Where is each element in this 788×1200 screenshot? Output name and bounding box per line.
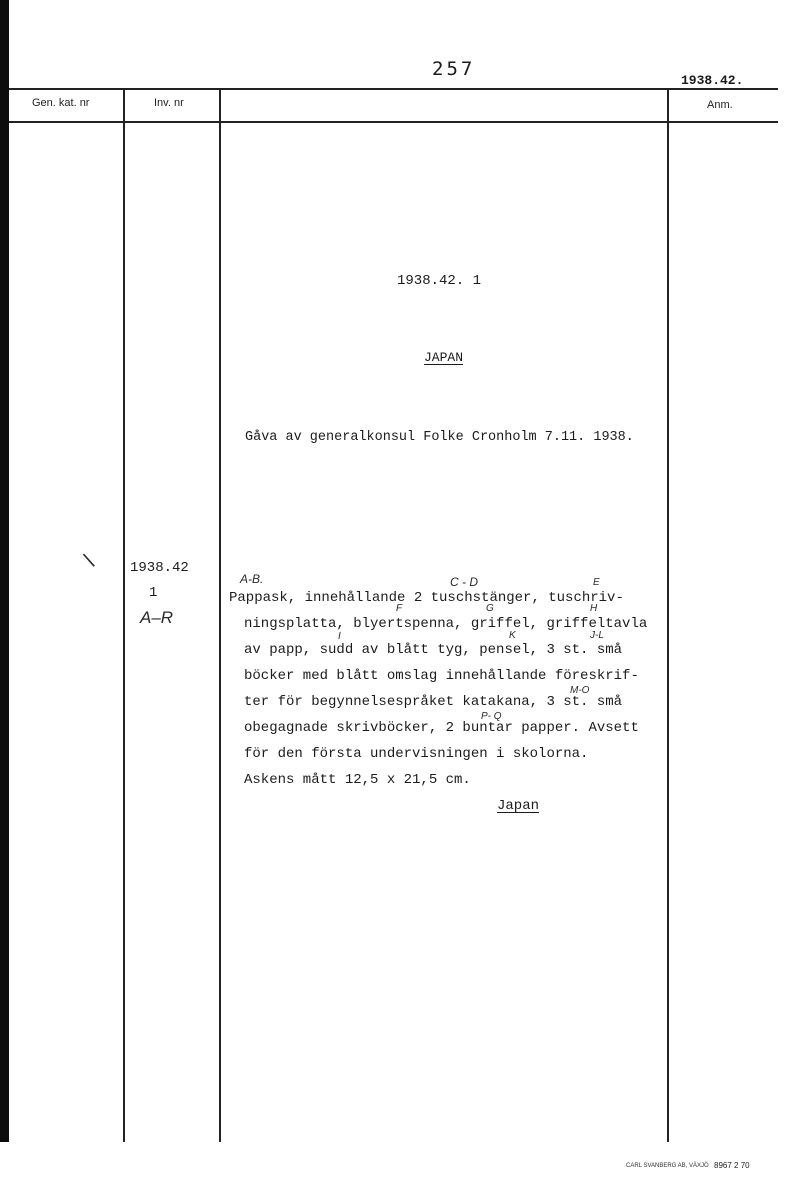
printer-imprint: CARL SVANBERG AB, VÄXJÖ <box>626 1163 709 1169</box>
annotation-m-o: M-O <box>570 685 590 696</box>
annotation-k: K <box>509 630 516 641</box>
annotation-g: G <box>486 603 494 614</box>
col-rule-2 <box>219 88 221 1142</box>
inv-handwritten-range: A–R <box>140 608 174 627</box>
annotation-f: F <box>396 603 403 614</box>
form-number: 8967 2 70 <box>714 1161 750 1170</box>
description-line-2: ningsplatta, blyertspenna, griffel, griffeltavla <box>244 616 648 632</box>
record-country: JAPAN <box>424 350 464 365</box>
page-number: 257 <box>432 58 476 80</box>
closing-country-label: Japan <box>497 798 540 814</box>
catalog-number-header: 1938.42. <box>681 73 744 88</box>
donation-line: Gåva av generalkonsul Folke Cronholm 7.11. 1938. <box>245 430 634 445</box>
description-line-8: Askens mått 12,5 x 21,5 cm. <box>244 772 471 788</box>
description-line-7: för den första undervisningen i skolorna. <box>244 746 589 762</box>
binding-edge <box>0 0 9 1142</box>
record-id: 1938.42. 1 <box>397 273 482 289</box>
annotation-p-q: P- Q <box>481 711 502 722</box>
description-line-1: Pappask, innehållande 2 tuschstänger, tuschriv- <box>229 590 624 606</box>
inv-sub-number: 1 <box>149 585 158 601</box>
description-line-6: obegagnade skrivböcker, 2 buntar papper. Avsett <box>244 720 639 736</box>
column-header-anm: Anm. <box>707 99 733 111</box>
column-header-gen-kat-nr: Gen. kat. nr <box>32 97 90 109</box>
annotation-c-d: C - D <box>450 575 478 589</box>
annotation-e: E <box>593 577 600 588</box>
annotation-j-l: J-L <box>590 630 604 641</box>
description-line-5: ter för begynnelsespråket katakana, 3 st. små <box>244 694 623 710</box>
inv-number: 1938.42 <box>130 560 189 576</box>
col-rule-1 <box>123 88 125 1142</box>
column-header-inv-nr: Inv. nr <box>154 97 184 109</box>
annotation-h: H <box>590 603 598 614</box>
description-line-3: av papp, sudd av blått tyg, pensel, 3 st. små <box>244 642 623 658</box>
margin-pen-mark: \ <box>79 548 99 573</box>
col-rule-3 <box>667 88 669 1142</box>
description-line-4: böcker med blått omslag innehållande föreskrif- <box>244 668 639 684</box>
annotation-i: I <box>338 631 341 642</box>
annotation-a-b: A-B. <box>240 572 264 586</box>
